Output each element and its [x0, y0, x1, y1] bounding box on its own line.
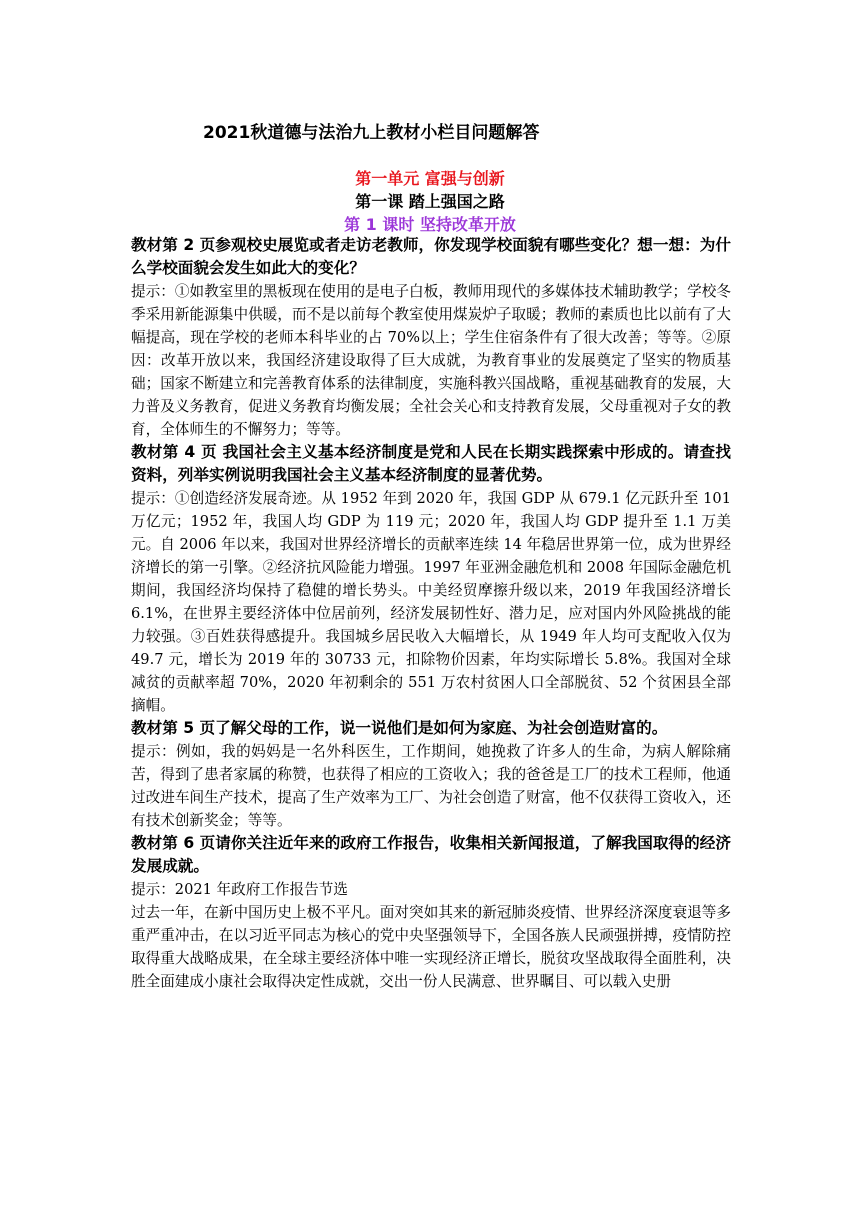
lesson-heading: 第一课 踏上强国之路: [355, 192, 505, 211]
answer-text: 提示：①如教室里的黑板现在使用的是电子白板，教师用现代的多媒体技术辅助教学；学校冬季采用新能源集中供暖，而不是以前每个教室使用煤炭炉子取暖；教师的素质也比以前有了大幅提高，现在学校的老师本科毕业的占 70%以上；学生住宿条件有了很大改善；等等。②原因：改革开放以来，我国经济建设取得了巨大成就，为教育事业的发展奠定了坚实的物质基础；国家不断建立和完善教育体系的法律制度，实施科教兴国战略，重视基础教育的发展，大力普及义务教育，促进义务教育均衡发展；全社会关心和支持教育发展，父母重视对子女的教育，全体师生的不懈努力；等等。: [131, 283, 731, 438]
document-title: 2021秋道德与法治九上教材小栏目问题解答: [203, 123, 540, 143]
answer-text: 提示：①创造经济发展奇迹。从 1952 年到 2020 年，我国 GDP 从 679.1 亿元跃升至 101 万亿元；1952 年，我国人均 GDP 为 119 元；2020 年，我国人均 GDP 提升至 1.1 万美元。自 2006 年以来，我国对世界经济增长的贡献率连续 14 年稳居世界第一位，成为世界经济增长的第一引擎。②经济抗风险能力增强。1997 年亚洲金融危机和 2008 年国际金融危机期间，我国经济均保持了稳健的增长势头。中美经贸摩擦升级以来，2019 年我国经济增长 6.1%，在世界主要经济体中位居前列，经济发展韧性好、潜力足，应对国内外风险挑战的能力较强。③百姓获得感提升。我国城乡居民收入大幅增长，从 1949 年人均可支配收入仅为 49.7 元，增长为 2019 年的 30733 元，扣除物价因素，年均实际增长 5.8%。我国对全球减贫的贡献率超 70%，2020 年初剩余的 551 万农村贫困人口全部脱贫、52 个贫困县全部摘帽。: [131, 490, 731, 714]
question-text: 教材第 5 页了解父母的工作，说一说他们是如何为家庭、为社会创造财富的。: [131, 719, 668, 737]
question-text: 教材第 2 页参观校史展览或者走访老教师，你发现学校面貌有哪些变化？想一想：为什么学校面貌会发生如此大的变化？: [131, 236, 731, 277]
document-body: [131, 234, 731, 993]
question-text: 教材第 4 页 我国社会主义基本经济制度是党和人民在长期实践探索中形成的。请查找资料，列举实例说明我国社会主义基本经济制度的显著优势。: [131, 443, 731, 484]
answer-text: 提示：2021 年政府工作报告节选: [131, 881, 348, 898]
report-excerpt-text: 过去一年，在新中国历史上极不平凡。面对突如其来的新冠肺炎疫情、世界经济深度衰退等多重严重冲击，在以习近平同志为核心的党中央坚强领导下，全国各族人民顽强拼搏，疫情防控取得重大战略成果，在全球主要经济体中唯一实现经济正增长，脱贫攻坚战取得全面胜利，决胜全面建成小康社会取得决定性成就，交出一份人民满意、世界瞩目、可以载入史册: [131, 904, 731, 990]
unit-heading: 第一单元 富强与创新: [355, 169, 505, 188]
question-text: 教材第 6 页请你关注近年来的政府工作报告，收集相关新闻报道，了解我国取得的经济发展成就。: [131, 834, 731, 875]
period-heading: 第 1 课时 坚持改革开放: [344, 215, 516, 234]
answer-text: 提示：例如，我的妈妈是一名外科医生，工作期间，她挽救了许多人的生命，为病人解除痛苦，得到了患者家属的称赞，也获得了相应的工资收入；我的爸爸是工厂的技术工程师，他通过改进车间生产技术，提高了生产效率为工厂、为社会创造了财富，他不仅获得工资收入，还有技术创新奖金；等等。: [131, 743, 731, 829]
